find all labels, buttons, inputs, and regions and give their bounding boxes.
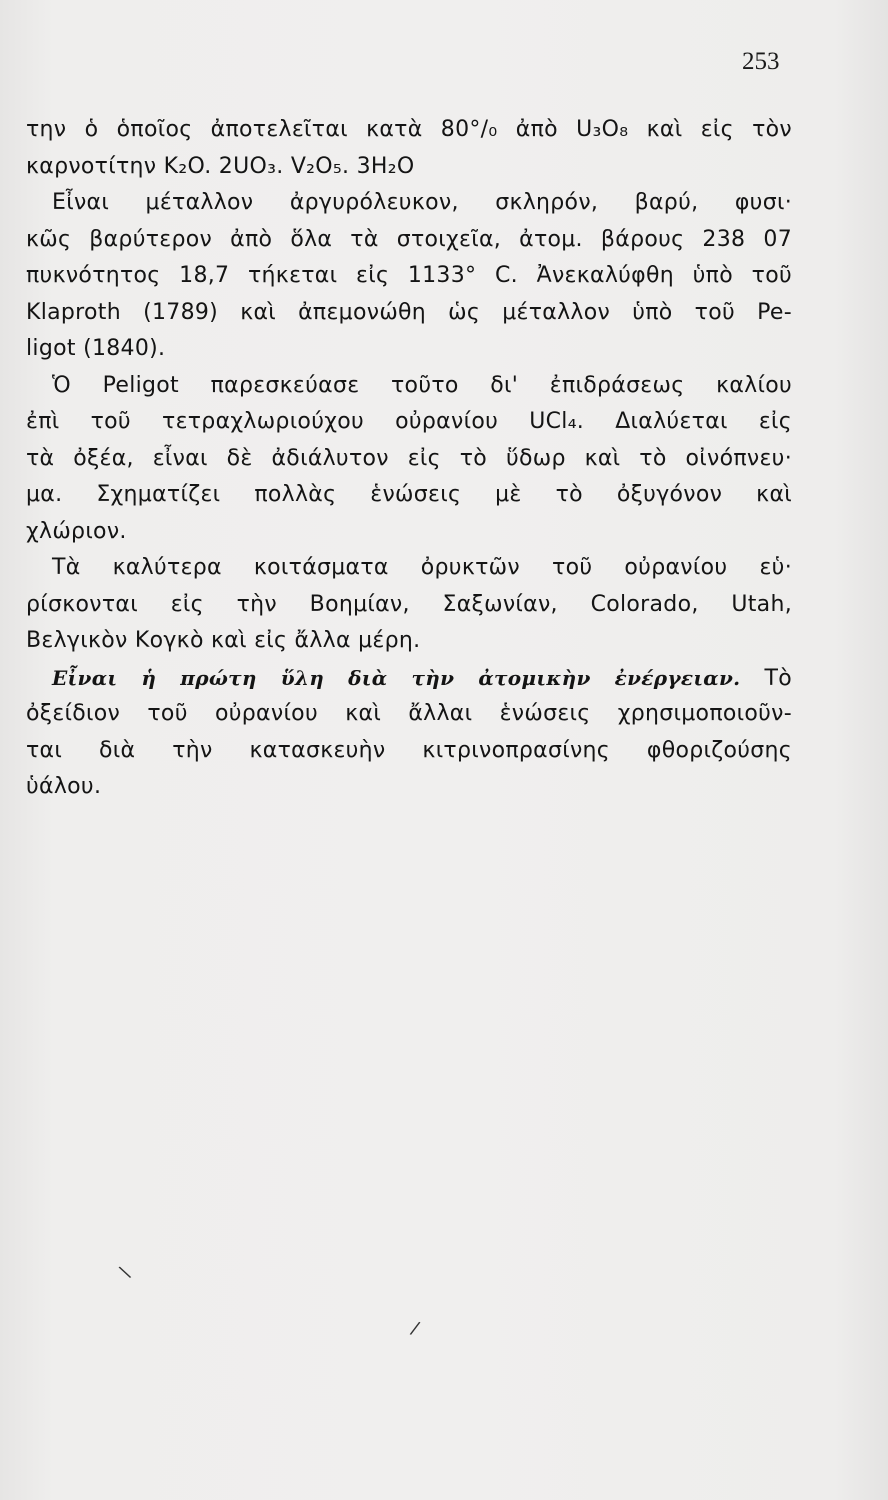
text-line: Βελγικὸν Κογκὸ καὶ εἰς ἄλλα μέρη. (26, 628, 421, 653)
text-line: Τὰ καλύτερα κοιτάσματα ὀρυκτῶν τοῦ οὐρανίου εὑ· (52, 555, 792, 580)
text-line: ὀξείδιον τοῦ οὐρανίου καὶ ἄλλαι ἑνώσεις χρησιμοποιοῦν- (26, 701, 792, 726)
italic-sentence: Εἶναι ἡ πρώτη ὕλη διὰ τὴν ἀτομικὴν ἐνέργειαν. (52, 665, 741, 690)
text-line: Ὁ Peligot παρεσκεύασε τοῦτο δι' ἐπιδράσεως καλίου (52, 372, 792, 398)
text-line: Klaproth (1789) καὶ ἀπεμονώθη ὡς μέταλλον ὑπὸ τοῦ Pe- (26, 299, 792, 325)
text-line: ρίσκονται εἰς τὴν Βοημίαν, Σαξωνίαν, Colorado, Utah, (26, 591, 792, 617)
italic-text-line (26, 660, 792, 697)
text-line: ὑάλου. (26, 774, 102, 799)
italic-line-tail: Τὸ (764, 665, 793, 691)
text-line: τὰ ὀξέα, εἶναι δὲ ἀδιάλυτον εἰς τὸ ὕδωρ καὶ τὸ οἰνόπνευ· (26, 445, 792, 471)
text-line: την ὁ ὁποῖος ἀποτελεῖται κατὰ 80°/₀ ἀπὸ U₃O₈ καὶ εἰς τὸν (26, 117, 792, 142)
text-line: ἐπὶ τοῦ τετραχλωριούχου οὐρανίου UCl₄. Διαλύεται εἰς (26, 409, 792, 434)
text-line: Εἶναι μέταλλον ἀργυρόλευκον, σκληρόν, βαρύ, φυσι· (52, 190, 792, 215)
text-line: μα. Σχηματίζει πολλὰς ἑνώσεις μὲ τὸ ὀξυγόνον καὶ (26, 482, 792, 507)
text-line: ται διὰ τὴν κατασκευὴν κιτρινοπρασίνης φθοριζούσης (26, 737, 792, 763)
text-line: πυκνότητος 18,7 τήκεται εἰς 1133° C. Ἀνεκαλύφθη ὑπὸ τοῦ (26, 263, 792, 288)
stray-mark: \ (117, 1261, 133, 1284)
text-line: καρνοτίτην K₂O. 2UO₃. V₂O₅. 3H₂O (26, 153, 415, 179)
text-line: χλώριον. (26, 518, 127, 544)
body-text (26, 112, 792, 806)
stray-mark: / (408, 1317, 422, 1340)
page-number: 253 (742, 48, 780, 75)
text-line: ligot (1840). (26, 336, 166, 361)
text-line: κῶς βαρύτερον ἀπὸ ὅλα τὰ στοιχεῖα, ἀτομ. βάρους 238 07 (26, 226, 792, 252)
